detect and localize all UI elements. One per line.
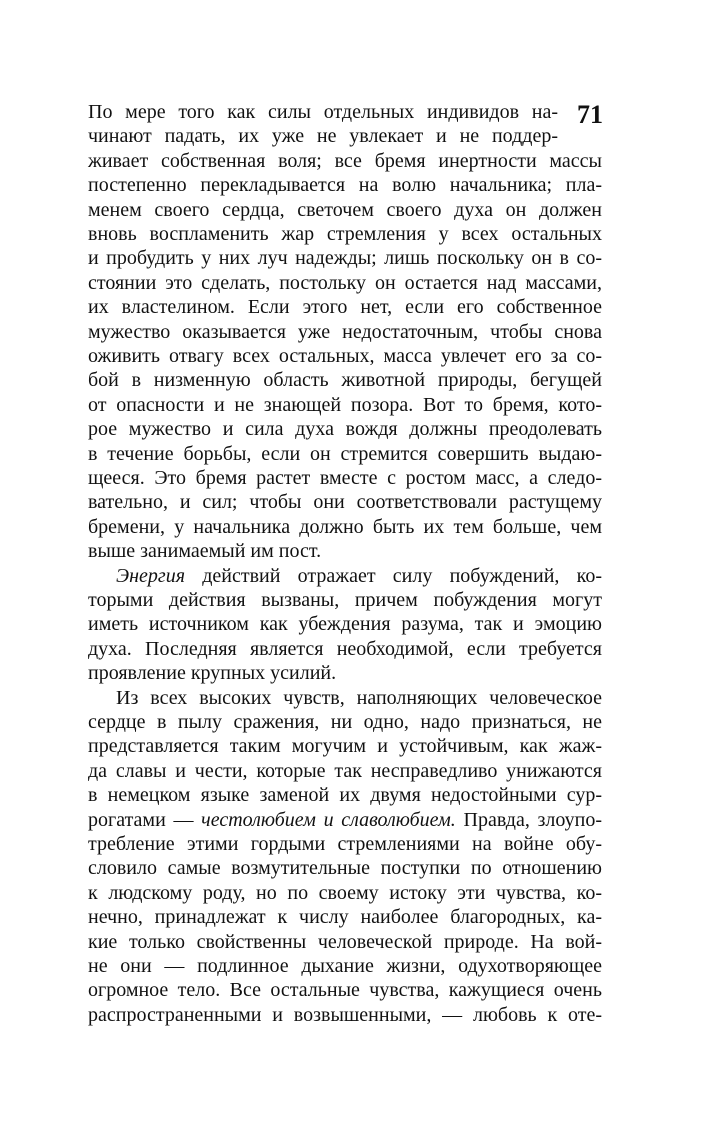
text-line: рое мужество и сила духа вождя должны преодолевать [88, 418, 602, 441]
text-line: По мере того как силы отдельных индивидов на- [88, 101, 558, 123]
text-line: иметь источником как убеждения разума, так и эмоцию [88, 613, 602, 636]
text-line: бремени, у начальника должно быть их тем больше, чем [88, 515, 602, 538]
text-line: Из всех высоких чувств, наполняющих человеческое [116, 686, 602, 709]
page-number: 71 [577, 100, 603, 129]
italic-term: честолюбием и славолюбием. [201, 808, 456, 831]
text-line: духа. Последняя является необходимой, если требуется [88, 637, 602, 660]
text-line: да славы и чести, которые так несправедливо унижаются [88, 759, 602, 782]
text-line: выше занимаемый им пост. [88, 540, 322, 563]
text-line: вательно, и сил; чтобы они соответствовали растущему [88, 491, 602, 514]
text-span: действий отражает силу побуждений, ко- [185, 564, 602, 587]
text-line: торыми действия вызваны, причем побуждения могут [88, 589, 602, 611]
text-line: в течение борьбы, если он стремится совершить выдаю- [88, 442, 602, 465]
text-line [88, 564, 602, 588]
text-line: постепенно перекладывается на волю начальника; пла- [88, 174, 602, 197]
text-span: рогатами — [88, 808, 202, 831]
text-line: оживить отвагу всех остальных, масса увлечет его за со- [88, 345, 602, 367]
text-line: проявление крупных усилий. [88, 662, 337, 685]
text-line: требление этими гордыми стремлениями на войне обу- [88, 833, 602, 855]
text-line: не они — подлинное дыхание жизни, одухотворяющее [88, 955, 602, 977]
text-line: представляется таким могучим и устойчивым, как жаж- [88, 735, 602, 758]
text-line: огромное тело. Все остальные чувства, кажущиеся очень [88, 979, 602, 1002]
text-line: вновь воспламенить жар стремления у всех остальных [88, 223, 602, 245]
text-line: от опасности и не знающей позора. Вот то бремя, кото- [88, 393, 602, 416]
text-line: в немецком языке заменой их двумя недостойными сур- [88, 784, 602, 807]
text-line: чинают падать, их уже не увлекает и не поддер- [88, 125, 558, 148]
text-line: бой в низменную область животной природы, бегущей [88, 369, 602, 392]
text-line: их властелином. Если этого нет, если его собственное [88, 296, 602, 319]
text-line: живает собственная воля; все бремя инертности массы [88, 149, 602, 172]
book-page [88, 0, 602, 1122]
text-line: кие только свойственны человеческой природе. На вой- [88, 930, 602, 953]
text-span: Правда, злоупо- [455, 808, 602, 831]
text-line: и пробудить у них луч надежды; лишь поскольку он в со- [88, 247, 602, 270]
text-line: к людскому роду, но по своему истоку эти чувства, ко- [88, 881, 602, 904]
text-line: нечно, принадлежат к числу наиболее благородных, ка- [88, 906, 602, 929]
text-line: щееся. Это бремя растет вместе с ростом масс, а следо- [88, 467, 602, 489]
text-line: распространенными и возвышенными, — любовь к оте- [88, 1003, 602, 1026]
text-line: сердце в пылу сражения, ни одно, надо признаться, не [88, 711, 602, 733]
text-line: менем своего сердца, светочем своего духа он должен [88, 198, 602, 221]
text-line: мужество оказывается уже недостаточным, чтобы снова [88, 320, 602, 343]
text-line: словило самые возмутительные поступки по отношению [88, 857, 602, 880]
italic-term: Энергия [116, 564, 185, 587]
text-line: стоянии это сделать, постольку он остается над массами, [88, 271, 602, 294]
text-line [88, 808, 602, 832]
